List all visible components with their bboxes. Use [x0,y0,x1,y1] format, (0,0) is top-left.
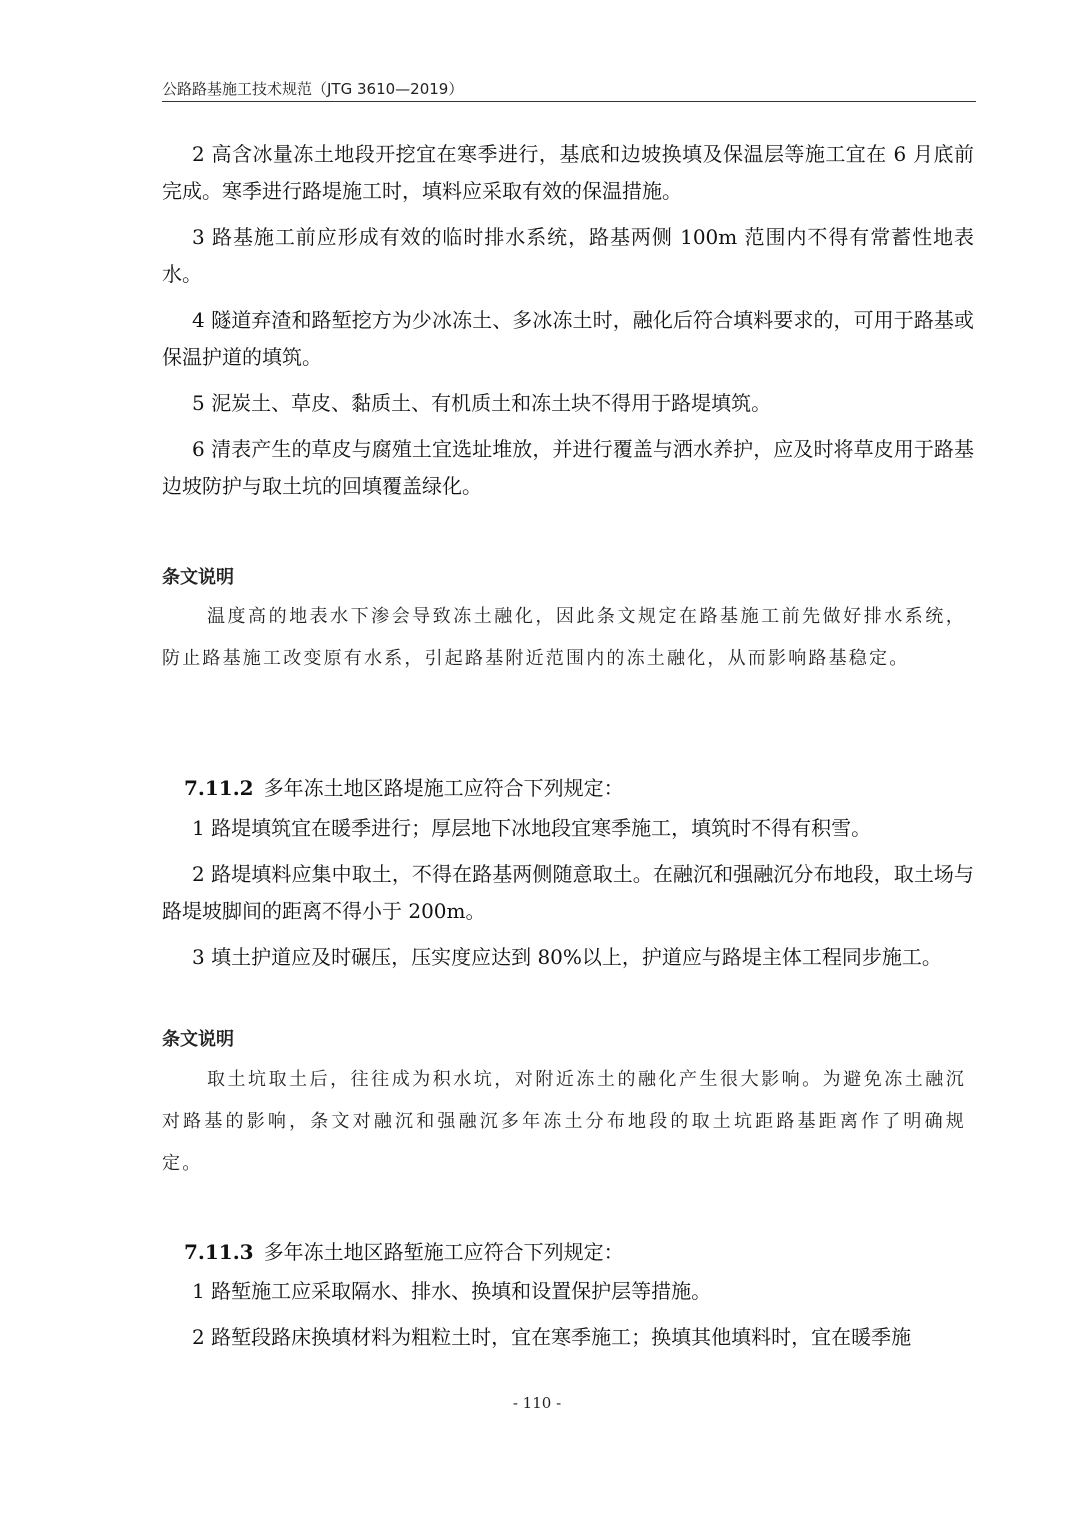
explanation-title: 条文说明 [162,567,234,588]
explanation-text: 温度高的地表水下渗会导致冻土融化，因此条文规定在路基施工前先做好排水系统，防止路基施工改变原有水系，引起路基附近范围内的冻土融化，从而影响路基稳定。 [162,606,966,669]
list-item: 2 路堤填料应集中取土，不得在路基两侧随意取土。在融沉和强融沉分布地段，取土场与路堤坡脚间的距离不得小于 200m。 [162,862,974,923]
list-item: 1 路堑施工应采取隔水、排水、换填和设置保护层等措施。 [192,1279,712,1303]
clause-number: 7.11.3 [184,1240,254,1264]
page-number: - 110 - [512,1394,562,1412]
clause-list-3 [162,1273,974,1356]
clause-number: 7.11.2 [184,776,254,800]
list-item: 3 填土护道应及时碾压，压实度应达到 80%以上，护道应与路堤主体工程同步施工。 [192,945,942,969]
clause-list-1 [162,136,974,505]
list-item: 2 路堑段路床换填材料为粗粒土时，宜在寒季施工；换填其他填料时，宜在暖季施 [192,1325,912,1349]
clause-heading [184,772,624,801]
list-item: 1 路堤填筑宜在暖季进行；厚层地下冰地段宜寒季施工，填筑时不得有积雪。 [192,816,872,840]
clause-text: 多年冻土地区路堑施工应符合下列规定： [263,1240,624,1264]
list-item: 3 路基施工前应形成有效的临时排水系统，路基两侧 100m 范围内不得有常蓄性地表水。 [162,225,974,286]
list-item: 2 高含冰量冻土地段开挖宜在寒季进行，基底和边坡换填及保温层等施工宜在 6 月底前完成。寒季进行路堤施工时，填料应采取有效的保温措施。 [162,142,974,203]
explanation-title: 条文说明 [162,1029,234,1050]
list-item: 4 隧道弃渣和路堑挖方为少冰冻土、多冰冻土时，融化后符合填料要求的，可用于路基或保温护道的填筑。 [162,308,974,369]
clause-text: 多年冻土地区路堤施工应符合下列规定： [263,776,624,800]
running-header: 公路路基施工技术规范（JTG 3610—2019） [162,80,464,98]
clause-heading [184,1236,624,1265]
clause-list-2 [162,810,974,976]
explanation-text: 取土坑取土后，往往成为积水坑，对附近冻土的融化产生很大影响。为避免冻土融沉对路基的影响，条文对融沉和强融沉多年冻土分布地段的取土坑距路基距离作了明确规定。 [162,1069,966,1174]
list-item: 6 清表产生的草皮与腐殖土宜选址堆放，并进行覆盖与洒水养护，应及时将草皮用于路基边坡防护与取土坑的回填覆盖绿化。 [162,437,974,498]
header-rule [162,101,976,102]
list-item: 5 泥炭土、草皮、黏质土、有机质土和冻土块不得用于路堤填筑。 [192,391,772,415]
